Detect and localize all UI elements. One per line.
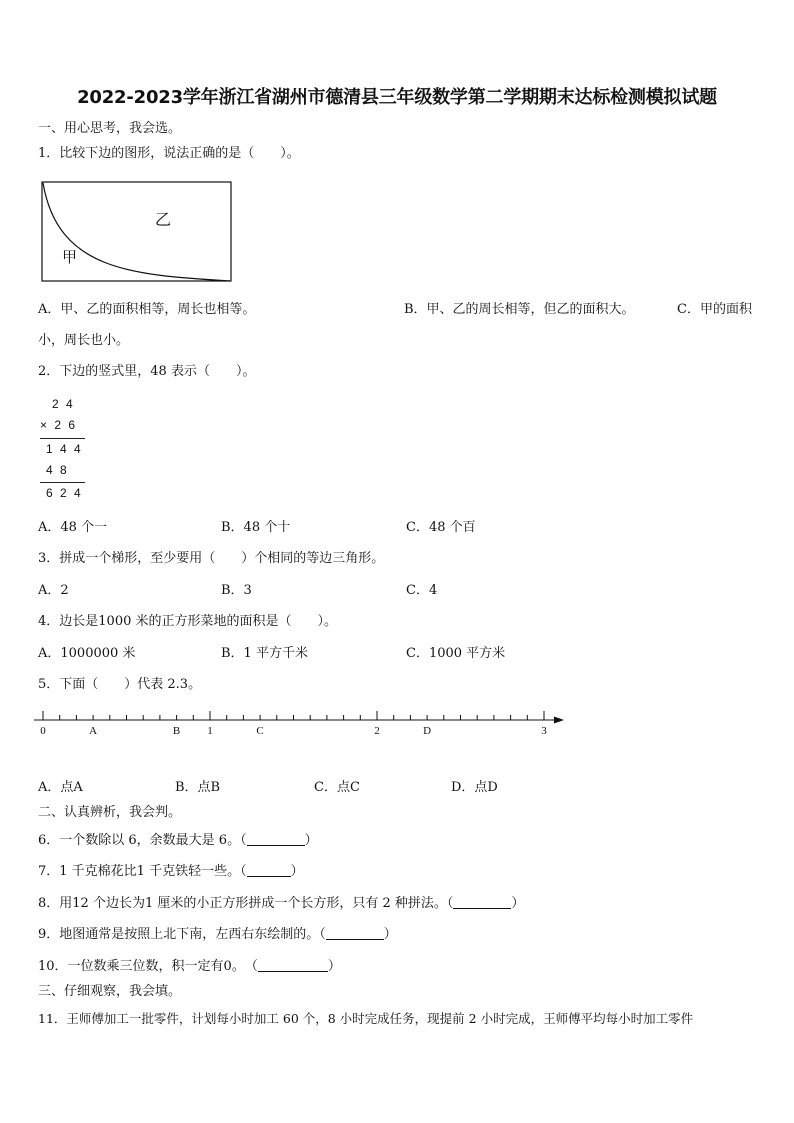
number-line-label: B bbox=[172, 725, 181, 737]
calc-multiplier: × 2 6 bbox=[40, 418, 78, 432]
number-line-label: 3 bbox=[541, 725, 547, 737]
question-7-close: ） bbox=[290, 864, 304, 879]
question-6 bbox=[38, 832, 318, 849]
q5-option-c: C．点C bbox=[314, 780, 360, 795]
section-heading-3: 三、仔细观察，我会填。 bbox=[38, 984, 182, 999]
q3-option-c: C．4 bbox=[406, 583, 438, 598]
answer-blank-9[interactable] bbox=[326, 926, 384, 940]
q2-option-b: B．48 个十 bbox=[221, 520, 291, 535]
q5-option-b: B．点B bbox=[175, 780, 221, 795]
question-5-stem: 5．下面（ ）代表 2.3。 bbox=[38, 677, 202, 692]
calc-multiplicand: 2 4 bbox=[52, 397, 75, 411]
number-line-label: C bbox=[256, 725, 264, 737]
question-6-text: 6．一个数除以 6，余数最大是 6。（ bbox=[38, 833, 247, 848]
question-1-stem: 1．比较下边的图形，说法正确的是（ ）。 bbox=[38, 146, 300, 161]
number-line-labels bbox=[40, 725, 547, 737]
question-8-text: 8．用12 个边长为1 厘米的小正方形拼成一个长方形，只有 2 种拼法。（ bbox=[38, 896, 454, 911]
q2-option-c: C．48 个百 bbox=[406, 520, 476, 535]
answer-blank-6[interactable] bbox=[247, 832, 305, 846]
answer-blank-10[interactable] bbox=[258, 958, 328, 972]
page-title: 2022-2023学年浙江省湖州市德清县三年级数学第二学期期末达标检测模拟试题 bbox=[77, 87, 717, 108]
question-9-close: ） bbox=[383, 927, 397, 942]
q1-label-yi: 乙 bbox=[155, 212, 172, 229]
question-2-stem: 2．下边的竖式里，48 表示（ ）。 bbox=[38, 364, 256, 379]
number-line-label: D bbox=[423, 725, 432, 737]
q1-option-c-line2: 小，周长也小。 bbox=[38, 333, 130, 348]
question-8 bbox=[38, 895, 524, 912]
q4-option-a: A．1000000 米 bbox=[38, 646, 136, 661]
number-line-label: 0 bbox=[40, 725, 46, 737]
q5-option-a: A．点A bbox=[38, 780, 83, 795]
number-line-label: A bbox=[89, 725, 98, 737]
q1-dividing-curve bbox=[43, 183, 230, 281]
number-line-arrow-icon bbox=[554, 717, 564, 724]
question-10-close: ） bbox=[327, 959, 341, 974]
number-line-label: 1 bbox=[207, 725, 213, 737]
q2-option-a: A．48 个一 bbox=[38, 520, 108, 535]
question-4-stem: 4．边长是1000 米的正方形菜地的面积是（ ）。 bbox=[38, 614, 337, 629]
calc-partial-2: 4 8 bbox=[46, 463, 69, 477]
q1-option-c-line1: C．甲的面积 bbox=[677, 302, 752, 317]
section-heading-1: 一、用心思考，我会选。 bbox=[38, 121, 182, 136]
q1-rectangle bbox=[42, 182, 231, 281]
question-8-close: ） bbox=[511, 896, 525, 911]
question-9 bbox=[38, 926, 397, 943]
question-10 bbox=[38, 958, 341, 975]
q3-option-b: B．3 bbox=[221, 583, 252, 598]
answer-blank-7[interactable] bbox=[247, 863, 291, 877]
question-10-text: 10．一位数乘三位数，积一定有0。 （ bbox=[38, 959, 258, 974]
question-7-text: 7．1 千克棉花比1 千克铁轻一些。（ bbox=[38, 864, 247, 879]
answer-blank-8[interactable] bbox=[453, 895, 511, 909]
calc-rule-1 bbox=[40, 438, 85, 439]
number-line-label: 2 bbox=[374, 725, 380, 737]
q3-option-a: A．2 bbox=[38, 583, 69, 598]
q4-option-c: C．1000 平方米 bbox=[406, 646, 506, 661]
calc-product: 6 2 4 bbox=[46, 486, 83, 500]
q1-option-b: B．甲、乙的周长相等，但乙的面积大。 bbox=[404, 302, 635, 317]
question-11-text: 11．王师傅加工一批零件，计划每小时加工 60 个，8 小时完成任务，现提前 2 小时完成，王师傅平均每小时加工零件 bbox=[38, 1011, 694, 1026]
q4-option-b: B．1 平方千米 bbox=[221, 646, 308, 661]
section-heading-2: 二、认真辨析，我会判。 bbox=[38, 805, 182, 820]
q1-figure bbox=[40, 180, 234, 284]
question-3-stem: 3．拼成一个梯形，至少要用（ ）个相同的等边三角形。 bbox=[38, 551, 385, 566]
q1-option-a: A．甲、乙的面积相等，周长也相等。 bbox=[38, 302, 256, 317]
question-6-close: ） bbox=[304, 833, 318, 848]
question-9-text: 9．地图通常是按照上北下南，左西右东绘制的。（ bbox=[38, 927, 326, 942]
calc-partial-1: 1 4 4 bbox=[46, 442, 83, 456]
q5-option-d: D．点D bbox=[451, 780, 498, 795]
calc-rule-2 bbox=[40, 482, 85, 483]
q1-label-jia: 甲 bbox=[62, 250, 78, 266]
number-line-ticks bbox=[43, 711, 544, 720]
q5-number-line bbox=[30, 702, 570, 742]
question-7 bbox=[38, 863, 304, 880]
